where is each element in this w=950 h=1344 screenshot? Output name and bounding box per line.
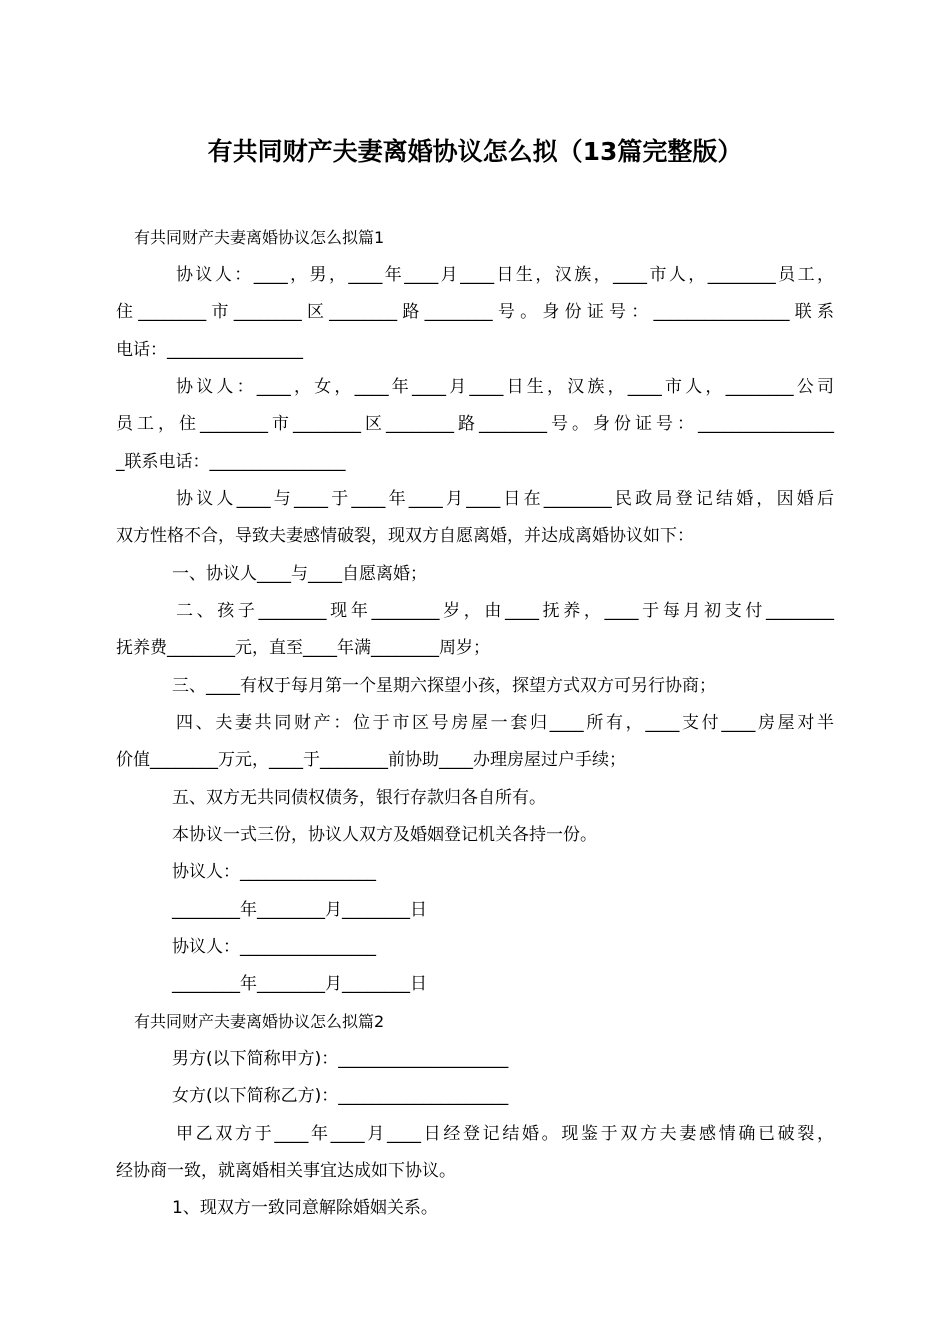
document-title: 有共同财产夫妻离婚协议怎么拟（13篇完整版） (207, 137, 743, 166)
date-line: ________年________月________日 (172, 900, 427, 920)
paragraph-line: _联系电话：________________ (116, 452, 346, 472)
clause-line: 二、孩子________现年________岁，由____抚养，____于每月初支付________ (176, 601, 834, 621)
clause-line: 四、夫妻共同财产：位于市区号房屋一套归____所有，____支付____房屋对半 (176, 713, 834, 733)
paragraph-line: 电话：________________ (116, 340, 303, 360)
clause-line: 价值________万元，____于________前协助____办理房屋过户手续； (116, 750, 626, 770)
signature-line: 协议人：________________ (172, 937, 376, 957)
paragraph-line: 本协议一式三份，协议人双方及婚姻登记机关各持一份。 (172, 825, 597, 845)
clause-line: 1、现双方一致同意解除婚姻关系。 (172, 1198, 438, 1218)
clause-line: 抚养费________元，直至____年满________周岁； (116, 638, 490, 658)
section-heading: 有共同财产夫妻离婚协议怎么拟篇2 (134, 1012, 385, 1031)
paragraph-line: 双方性格不合，导致夫妻感情破裂，现双方自愿离婚，并达成离婚协议如下： (116, 526, 694, 546)
paragraph-line: 协议人：____，女，____年____月____日生，汉族，____市人，________公司 (176, 377, 834, 397)
signature-line: 协议人：________________ (172, 862, 376, 882)
paragraph-line: 经协商一致，就离婚相关事宜达成如下协议。 (116, 1161, 456, 1181)
date-line: ________年________月________日 (172, 974, 427, 994)
clause-line: 五、双方无共同债权债务，银行存款归各自所有。 (172, 788, 546, 808)
paragraph-line: 住________市________区________路________号。身份证号：________________联系 (116, 302, 834, 322)
party-line: 男方(以下简称甲方)：____________________ (172, 1049, 509, 1069)
clause-line: 三、____有权于每月第一个星期六探望小孩，探望方式双方可另行协商； (172, 676, 716, 696)
paragraph-line: 甲乙双方于____年____月____日经登记结婚。现鉴于双方夫妻感情确已破裂， (176, 1124, 834, 1144)
paragraph-line: 员工，住________市________区________路________号。身份证号：________________ (116, 414, 834, 434)
paragraph-line: 协议人：____，男，____年____月____日生，汉族，____市人，________员工， (176, 265, 834, 285)
paragraph-line: 协议人____与____于____年____月____日在________民政局登记结婚，因婚后 (176, 489, 834, 509)
clause-line: 一、协议人____与____自愿离婚； (172, 564, 427, 584)
section-heading: 有共同财产夫妻离婚协议怎么拟篇1 (134, 228, 385, 247)
party-line: 女方(以下简称乙方)：____________________ (172, 1086, 509, 1106)
